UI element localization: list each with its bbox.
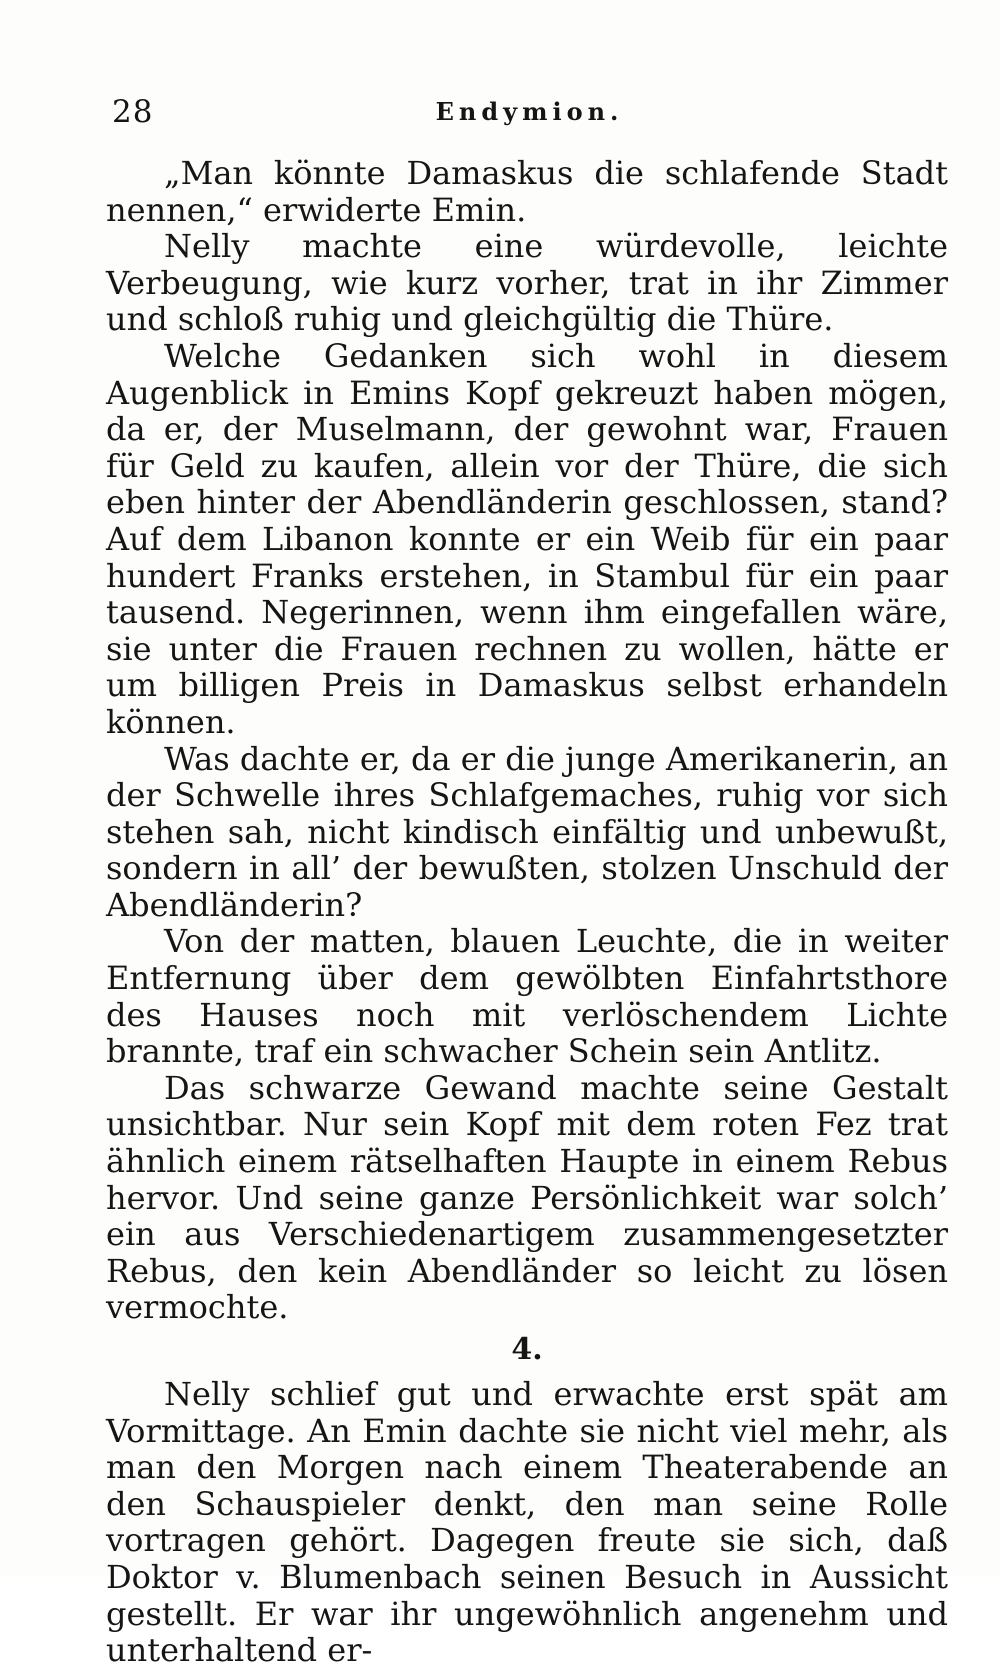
running-title: Endymion.: [435, 97, 624, 126]
paragraph: Das schwarze Gewand machte seine Gestalt unsichtbar. Nur sein Kopf mit dem roten Fez trat ähnlich einem rätselhaften Haupte in einem Rebus hervor. Und seine ganze Persönlichkeit war solch’ ein aus Verschiedenartigem zusammengesetzter Rebus, den kein Abendländer so leicht zu lösen vermochte.: [106, 1068, 948, 1327]
paragraph: Nelly schlief gut und erwachte erst spät am Vormittage. An Emin dachte sie nicht viel mehr, als man den Morgen nach einem Theaterabende an den Schauspieler denkt, den man seine Rolle vortragen gehört. Dagegen freute sie sich, daß Doktor v. Blumenbach seinen Besuch in Aussicht gestellt. Er war ihr ungewöhnlich angenehm und unterhaltend er-: [106, 1375, 948, 1669]
paragraph: Was dachte er, da er die junge Amerikanerin, an der Schwelle ihres Schlafgemaches, ruhig vor sich stehen sah, nicht kindisch einfältig und unbewußt, sondern in all’ der bewußten, stolzen Unschuld der Abendländerin?: [106, 739, 948, 924]
section-number: 4.: [511, 1332, 543, 1367]
paragraph: „Man könnte Damaskus die schlafende Stadt nennen,“ erwiderte Emin.: [106, 154, 948, 229]
paragraph: Nelly machte eine würdevolle, leichte Verbeugung, wie kurz vorher, trat in ihr Zimmer und schloß ruhig und gleichgültig die Thüre.: [106, 227, 948, 339]
paragraph: Welche Gedanken sich wohl in diesem Augenblick in Emins Kopf gekreuzt haben mögen, da er, der Muselmann, der gewohnt war, Frauen für Geld zu kaufen, allein vor der Thüre, die sich eben hinter der Abendländerin geschlossen, stand? Auf dem Libanon konnte er ein Weib für ein paar hundert Franks erstehen, in Stambul für ein paar tausend. Negerinnen, wenn ihm eingefallen wäre, sie unter die Frauen rechnen zu wollen, hätte er um billigen Preis in Damaskus selbst erhandeln können.: [106, 336, 948, 741]
paragraph: Von der matten, blauen Leuchte, die in weiter Entfernung über dem gewölbten Einfahrtsthore des Hauses noch mit verlöschendem Lichte brannte, traf ein schwacher Schein sein Antlitz.: [106, 922, 948, 1071]
page-header: [112, 92, 947, 142]
body-text: [106, 155, 948, 1669]
page-number: 28: [112, 94, 154, 130]
